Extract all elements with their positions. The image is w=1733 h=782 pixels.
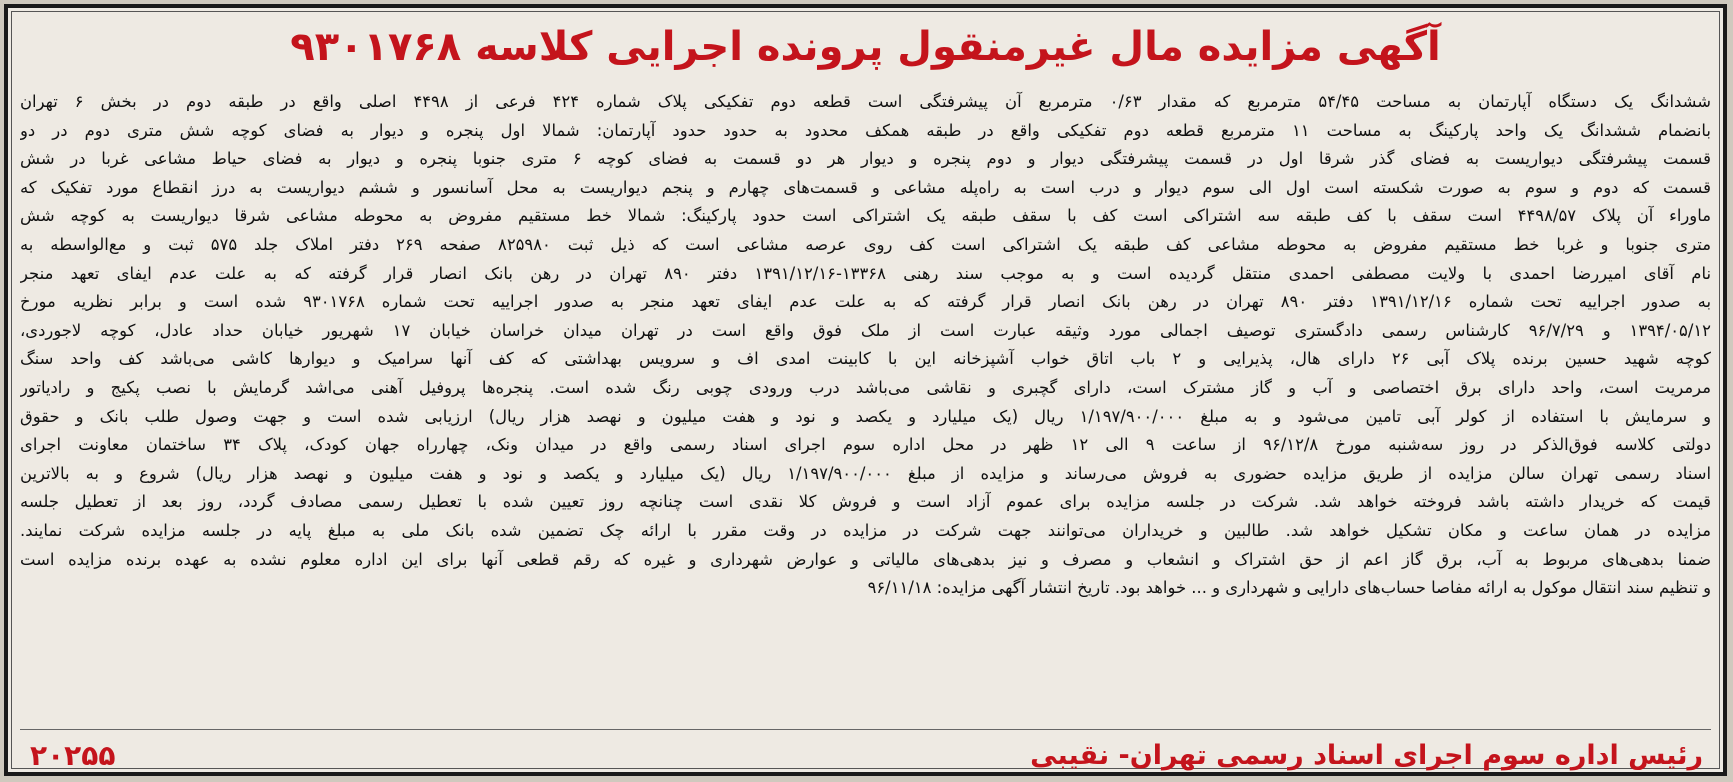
body-line: ضمنا بدهی‌های مربوط به آب، برق گاز اعم از حق اشتراک و انشعاب و مصرف و نیز بدهی‌های مالیاتی و عوارض شهرداری و غیره که رقم قطعی آنها برای این اداره معلوم نشده به عهده برنده مزایده است [20, 549, 1711, 569]
body-line: و سرمایش با استفاده از کولر آبی تامین می‌شود و به مبلغ ۱/۱۹۷/۹۰۰/۰۰۰ ریال (یک میلیارد و یکصد و نود و هفت میلیون و نهصد هزار ریال) ارزیابی شده است و جهت وصول طلب بانک و حقوق [20, 406, 1711, 426]
body-line: دولتی کلاسه فوق‌الذکر در روز سه‌شنبه مورخ ۹۶/۱۲/۸ از ساعت ۹ الی ۱۲ ظهر در محل اداره سوم اجرای اسناد رسمی واقع در میدان ونک، چهارراه جهان کودک، پلاک ۳۴ ساختمان معاونت اجرای [20, 435, 1711, 455]
body-line: ۱۳۹۴/۰۵/۱۲ و ۹۶/۷/۲۹ کارشناس رسمی دادگستری توصیف اجمالی مورد وثیقه عبارت است از ملک فوق واقع است در تهران میدان خراسان خیابان ۱۷ شهریور خیابان حداد عادل، کوچه لاجوردی، [20, 320, 1711, 340]
body-line: قیمت که خریدار داشته باشد فروخته خواهد شد. شرکت در جلسه مزایده برای عموم آزاد است و فروش کلا نقدی است چنانچه روز تعیین شده با تعطیل رسمی مصادف گردد، روز بعد از تعطیل جلسه [20, 492, 1711, 512]
body-line: به صدور اجراییه تحت شماره ۱۳۹۱/۱۲/۱۶ دفتر ۸۹۰ تهران در رهن بانک انصار قرار گرفته که به علت عدم ایفای تعهد منجر به صدور اجراییه تحت شماره ۹۳۰۱۷۶۸ شده است و برابر نظریه مورخ [20, 292, 1711, 312]
body-line: و تنظیم سند انتقال موکول به ارائه مفاصا حساب‌های دارایی و شهرداری و ... خواهد بود. تاریخ انتشار آگهی مزایده: ۹۶/۱۱/۱۸ [867, 578, 1711, 598]
body-line: نام آقای امیررضا احمدی با ولایت مصطفی احمدی منتقل گردیده است و به موجب سند رهنی ۱۳۳۶۸-۱۳۹۱/۱۲/۱۶ دفتر ۸۹۰ تهران در رهن بانک انصار قرار گرفته که به علت عدم ایفای تعهد منجر [20, 263, 1711, 283]
signature: رئیس اداره سوم اجرای اسناد رسمی تهران- نقیبی [1030, 740, 1703, 771]
notice-title: آگهی مزایده مال غیرمنقول پرونده اجرایی کلاسه ۹۳۰۱۷۶۸ [290, 24, 1441, 70]
body-line: ششدانگ یک دستگاه آپارتمان به مساحت ۵۴/۴۵ مترمربع که مقدار ۰/۶۳ مترمربع آن پیشرفتگی است قطعه دوم تفکیکی پلاک شماره ۴۲۴ فرعی از ۴۴۹۸ اصلی واقع در طبقه دوم در بخش ۶ تهران [20, 92, 1711, 111]
notice-code: ۲۰۲۵۵ [30, 739, 116, 772]
body-line: متری جنوبا و غربا خط مستقیم مفروض به محوطه مشاعی کف طبقه یک اشتراکی است کف روی عرصه مشاعی است که ذیل ثبت ۸۲۵۹۸۰ صفحه ۲۶۹ دفتر املاک جلد ۵۷۵ ثبت و مع‌الواسطه به [20, 234, 1711, 254]
body-line: مزایده در همان ساعت و مکان تشکیل خواهد شد. طالبین و خریداران می‌توانند جهت شرکت در مزایده در وقت مقرر با ارائه چک تضمین شده بانک ملی به مبلغ پایه در جلسه مزایده شرکت نمایند. [20, 520, 1711, 540]
notice-frame [4, 4, 1727, 776]
body-line: ماوراء آن پلاک ۴۴۹۸/۵۷ است سقف با کف طبقه سه اشتراکی است کف با سقف طبقه یک اشتراکی است حدود پارکینگ: شمالا خط مستقیم مفروض به محوطه مشاعی شرقا دیواریست به کوچه شش [20, 206, 1711, 226]
body-line: مرمریت است، واحد دارای برق اختصاصی و آب و گاز مشترک است، دارای گچبری و نقاشی می‌باشد درب ورودی چوبی رنگ شده است. پنجره‌ها پروفیل آهنی می‌اشد گرمایش با نصب پکیج و رادیاتور [20, 377, 1711, 397]
footer-divider [20, 729, 1711, 730]
body-line: کوچه شهید حسین برنده پلاک آبی ۲۶ دارای هال، پذیرایی و ۲ باب اتاق خواب آشپزخانه این با کابینت امدی اف و سرویس بهداشتی که کف آنها سرامیک و دیوارها کاشی می‌باشد کف واحد سنگ [20, 349, 1711, 369]
notice-body [20, 88, 1711, 603]
body-line: قسمت که دوم و سوم به صورت شکسته است اول الی سوم دیوار و درب است به راه‌پله مشاعی و قسمت‌های چهارم و پنجم دیواریست به محل آسانسور و ششم دیواریست به درز انقطاع مورد تفکیک که [20, 177, 1711, 197]
body-line: اسناد رسمی تهران سالن مزایده از طریق مزایده حضوری به فروش می‌رساند و مزایده از مبلغ ۱/۱۹۷/۹۰۰/۰۰۰ ریال (یک میلیارد و یکصد و نود و هفت میلیون و نهصد هزار ریال) شروع و به بالاترین [20, 463, 1711, 483]
body-line: قسمت پیشرفتگی دیواریست به فضای گذر شرقا اول در قسمت پیشرفتگی دیوار و دوم پنجره و دیوار هر دو قسمت به فضای کوچه ۶ متری جنوبا پنجره و دیوار به فضای حیاط مشاعی غربا در شش [20, 149, 1711, 169]
body-line: بانضمام ششدانگ یک واحد پارکینگ به مساحت ۱۱ مترمربع قطعه دوم تفکیکی واقع در طبقه همکف محدود به حدود حدود آپارتمان: شمالا اول پنجره و دیوار به فضای کوچه شش متری دوم در دو [20, 120, 1711, 140]
